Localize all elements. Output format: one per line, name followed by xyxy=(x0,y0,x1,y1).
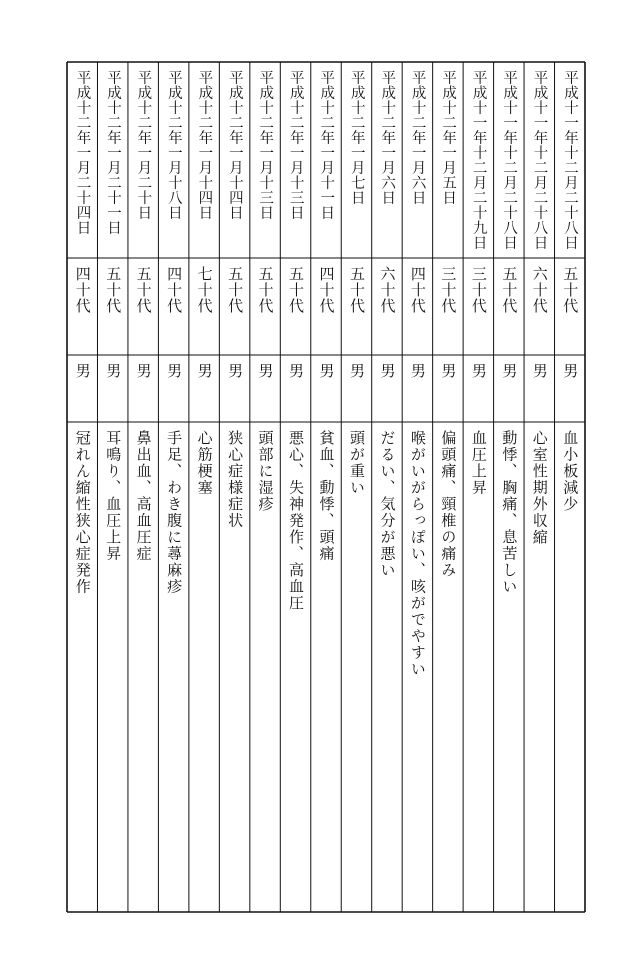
age-cell xyxy=(524,266,554,351)
symptom-text: 動悸、胸痛、息苦しい xyxy=(500,430,519,595)
symptom-cell xyxy=(67,430,97,908)
age-text: 五十代 xyxy=(347,266,366,314)
symptom-text: 鼻出血、高血圧症 xyxy=(134,430,153,562)
symptom-cell xyxy=(524,430,554,908)
date-text: 平成十二年一月十三日 xyxy=(257,70,274,220)
sex-cell xyxy=(372,363,402,418)
age-cell xyxy=(219,266,249,351)
sex-text: 男 xyxy=(195,363,214,379)
date-cell xyxy=(67,70,97,254)
sex-text: 男 xyxy=(378,363,397,379)
date-cell xyxy=(524,70,554,254)
symptom-text: 狭心症様症状 xyxy=(226,430,245,529)
symptom-cell xyxy=(463,430,493,908)
symptom-text: 悪心、失神発作、高血圧 xyxy=(287,430,306,612)
symptom-cell xyxy=(402,430,432,908)
age-text: 五十代 xyxy=(561,266,580,314)
date-text: 平成十二年一月十三日 xyxy=(287,70,304,220)
sex-text: 男 xyxy=(439,363,458,379)
symptom-cell xyxy=(280,430,310,908)
sex-cell xyxy=(524,363,554,418)
symptom-cell xyxy=(433,430,463,908)
age-cell xyxy=(97,266,127,351)
symptom-cell xyxy=(250,430,280,908)
age-text: 三十代 xyxy=(469,266,488,314)
sex-text: 男 xyxy=(134,363,153,379)
date-text: 平成十二年一月六日 xyxy=(379,70,396,205)
symptom-text: 頭が重い xyxy=(347,430,366,496)
age-text: 四十代 xyxy=(165,266,184,314)
sex-cell xyxy=(555,363,585,418)
date-cell xyxy=(341,70,371,254)
age-text: 六十代 xyxy=(530,266,549,314)
date-cell xyxy=(494,70,524,254)
sex-cell xyxy=(250,363,280,418)
date-cell xyxy=(402,70,432,254)
age-text: 五十代 xyxy=(287,266,306,314)
age-cell xyxy=(280,266,310,351)
sex-text: 男 xyxy=(347,363,366,379)
symptom-text: 心筋梗塞 xyxy=(195,430,214,496)
sex-text: 男 xyxy=(500,363,519,379)
age-cell xyxy=(128,266,158,351)
symptom-cell xyxy=(311,430,341,908)
symptom-text: 血小板減少 xyxy=(561,430,580,513)
sex-text: 男 xyxy=(530,363,549,379)
age-text: 四十代 xyxy=(73,266,92,314)
sex-text: 男 xyxy=(256,363,275,379)
sex-text: 男 xyxy=(104,363,123,379)
sex-text: 男 xyxy=(287,363,306,379)
age-cell xyxy=(433,266,463,351)
symptom-text: 手足、わき腹に蕁麻疹 xyxy=(165,430,184,595)
age-cell xyxy=(341,266,371,351)
age-cell xyxy=(555,266,585,351)
symptom-cell xyxy=(128,430,158,908)
symptom-cell xyxy=(341,430,371,908)
date-text: 平成十二年一月五日 xyxy=(440,70,457,205)
date-cell xyxy=(189,70,219,254)
sex-text: 男 xyxy=(469,363,488,379)
age-text: 五十代 xyxy=(256,266,275,314)
symptom-text: だるい、気分が悪い xyxy=(378,430,397,579)
date-cell xyxy=(311,70,341,254)
date-cell xyxy=(219,70,249,254)
age-cell xyxy=(189,266,219,351)
sex-text: 男 xyxy=(561,363,580,379)
sex-text: 男 xyxy=(408,363,427,379)
date-text: 平成十一年十二月二十八日 xyxy=(562,70,578,250)
date-text: 平成十一年十二月二十九日 xyxy=(470,70,487,250)
symptom-cell xyxy=(219,430,249,908)
age-text: 五十代 xyxy=(104,266,123,314)
symptom-text: 血圧上昇 xyxy=(469,430,488,496)
sex-cell xyxy=(311,363,341,418)
sex-cell xyxy=(433,363,463,418)
age-cell xyxy=(158,266,188,351)
symptom-cell xyxy=(97,430,127,908)
date-text: 平成十二年一月十八日 xyxy=(165,70,182,220)
symptom-cell xyxy=(189,430,219,908)
date-text: 平成十一年十二月二十八日 xyxy=(531,70,548,250)
symptom-text: 冠れん縮性狭心症発作 xyxy=(73,430,92,595)
sex-cell xyxy=(463,363,493,418)
age-text: 六十代 xyxy=(378,266,397,314)
symptom-text: 喉がいがらっぽい、咳がでやすい xyxy=(408,430,427,678)
age-cell xyxy=(372,266,402,351)
sex-cell xyxy=(189,363,219,418)
symptom-cell xyxy=(494,430,524,908)
age-text: 五十代 xyxy=(134,266,153,314)
symptom-cell xyxy=(372,430,402,908)
sex-cell xyxy=(402,363,432,418)
symptom-text: 頭部に湿疹 xyxy=(256,430,275,513)
date-text: 平成十二年一月二十一日 xyxy=(104,70,121,235)
date-cell xyxy=(372,70,402,254)
age-text: 五十代 xyxy=(226,266,245,314)
sex-text: 男 xyxy=(73,363,92,379)
sex-text: 男 xyxy=(165,363,184,379)
sex-cell xyxy=(97,363,127,418)
date-text: 平成十二年一月六日 xyxy=(409,70,426,205)
date-text: 平成十一年十二月二十八日 xyxy=(501,70,518,250)
date-cell xyxy=(158,70,188,254)
symptom-cell xyxy=(158,430,188,908)
sex-text: 男 xyxy=(226,363,245,379)
symptom-text: 偏頭痛、頸椎の痛み xyxy=(439,430,458,579)
sex-cell xyxy=(128,363,158,418)
date-cell xyxy=(280,70,310,254)
sex-cell xyxy=(280,363,310,418)
age-cell xyxy=(311,266,341,351)
date-cell xyxy=(97,70,127,254)
date-cell xyxy=(433,70,463,254)
date-cell xyxy=(463,70,493,254)
sex-cell xyxy=(341,363,371,418)
age-cell xyxy=(402,266,432,351)
age-cell xyxy=(250,266,280,351)
sex-cell xyxy=(494,363,524,418)
date-text: 平成十二年一月十四日 xyxy=(226,70,243,220)
symptom-text: 耳鳴り、血圧上昇 xyxy=(104,430,123,562)
date-text: 平成十二年一月十一日 xyxy=(318,70,335,220)
age-text: 三十代 xyxy=(439,266,458,314)
sex-text: 男 xyxy=(317,363,336,379)
date-text: 平成十二年一月二十日 xyxy=(135,70,152,220)
sex-cell xyxy=(219,363,249,418)
date-text: 平成十二年一月二十四日 xyxy=(74,70,91,235)
age-text: 四十代 xyxy=(317,266,336,314)
date-cell xyxy=(250,70,280,254)
age-cell xyxy=(494,266,524,351)
date-text: 平成十二年一月十四日 xyxy=(196,70,213,220)
age-cell xyxy=(463,266,493,351)
symptom-cell xyxy=(555,430,585,908)
symptom-text: 心室性期外収縮 xyxy=(530,430,549,546)
age-cell xyxy=(67,266,97,351)
age-text: 七十代 xyxy=(195,266,214,314)
date-text: 平成十二年一月七日 xyxy=(348,70,365,205)
date-cell xyxy=(128,70,158,254)
date-cell xyxy=(555,70,585,254)
sex-cell xyxy=(67,363,97,418)
sex-cell xyxy=(158,363,188,418)
symptom-text: 貧血、動悸、頭痛 xyxy=(317,430,336,562)
age-text: 四十代 xyxy=(408,266,427,314)
age-text: 五十代 xyxy=(500,266,519,314)
